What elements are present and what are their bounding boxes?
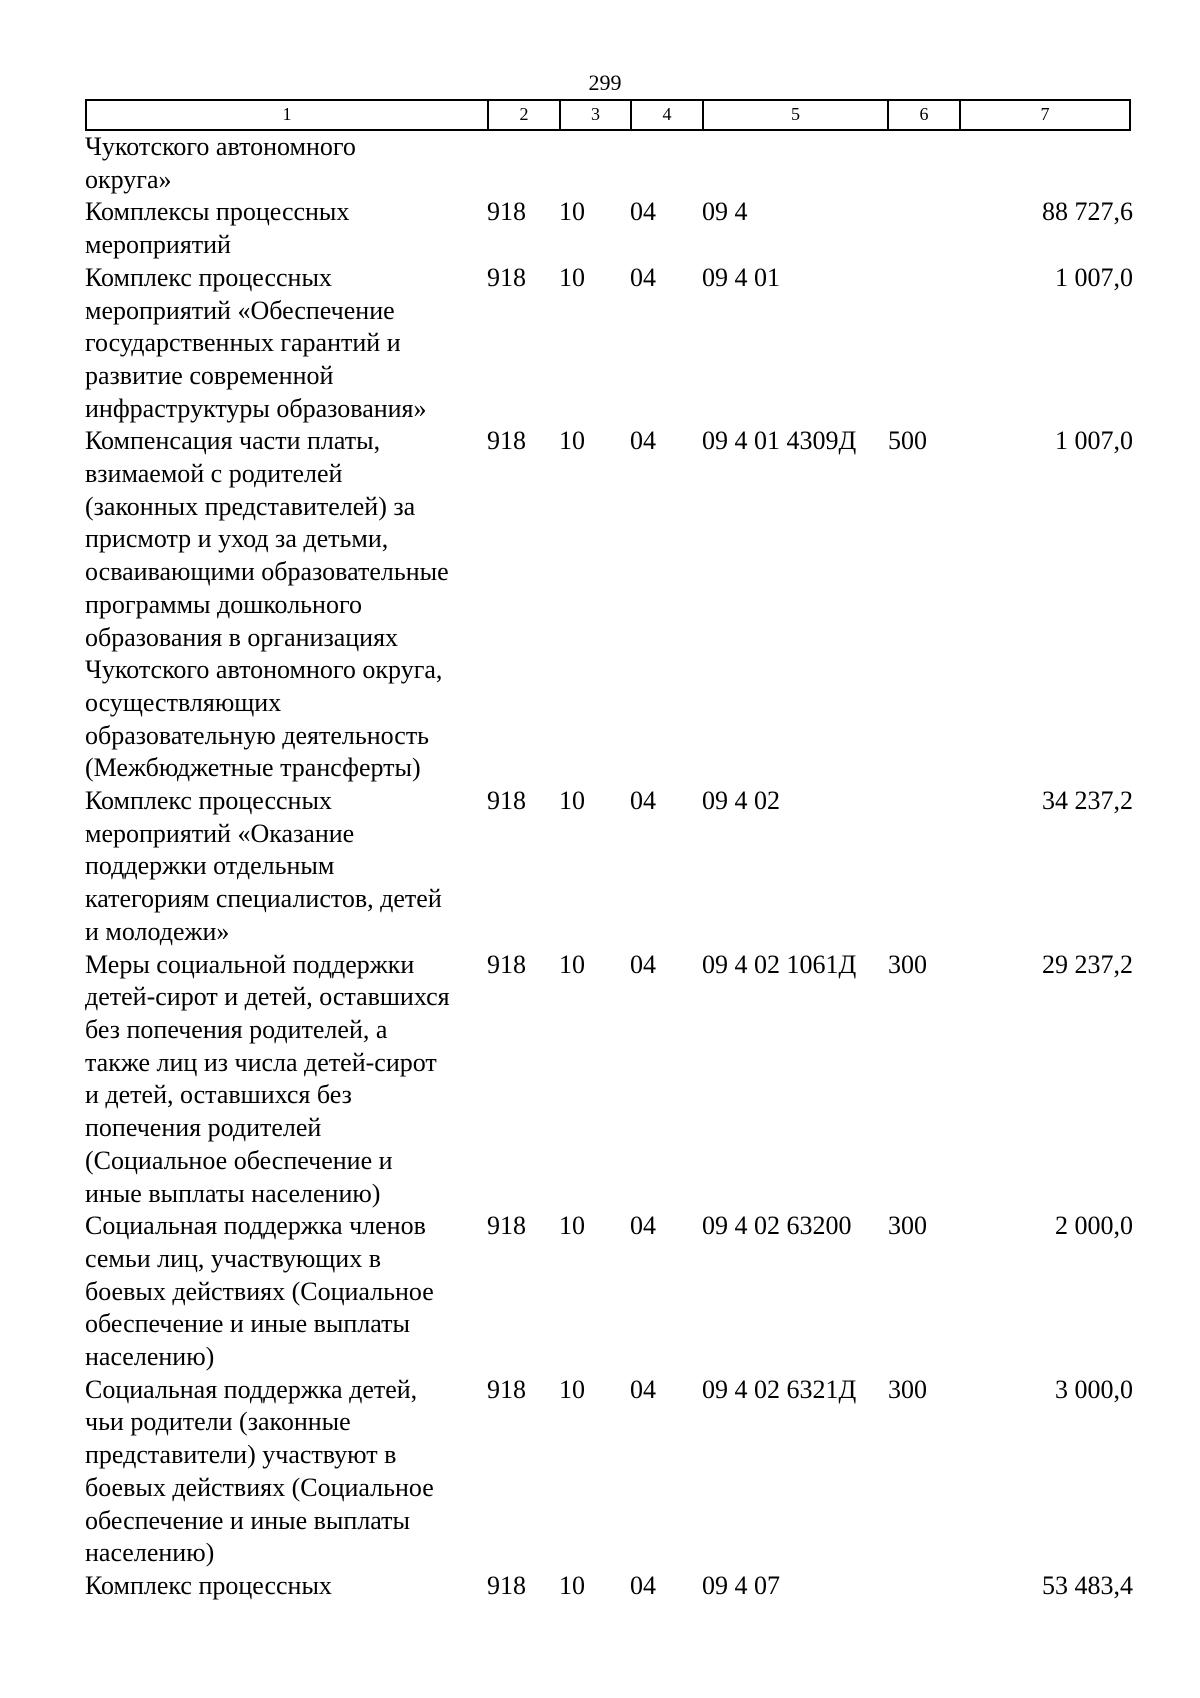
row-grbs: 918	[487, 1374, 526, 1404]
table-row	[85, 1374, 1133, 1570]
row-name: Комплекс процессных мероприятий «Обеспечение государственных гарантий и развитие современной инфраструктуры образования»	[85, 262, 427, 423]
column-header-4: 4	[631, 100, 703, 130]
row-name: Социальная поддержка детей, чьи родители (законные представители) участвуют в боевых действиях (Социальное обеспечение и иные выплаты населению)	[85, 1374, 434, 1568]
row-target-article: 09 4 07	[702, 1570, 780, 1600]
row-grbs: 918	[487, 197, 526, 227]
row-target-article: 09 4 02 63200	[702, 1211, 852, 1241]
row-amount: 3 000,0	[1055, 1374, 1133, 1404]
row-grbs: 918	[487, 262, 526, 292]
row-amount: 2 000,0	[1055, 1211, 1133, 1241]
row-grbs: 918	[487, 1570, 526, 1600]
column-header-6: 6	[888, 100, 960, 130]
row-name: Меры социальной поддержки детей-сирот и детей, оставшихся без попечения родителей, а также лиц из числа детей-сирот и детей, оставшихся без попечения родителей (Социальное обеспечение и иные выплаты населению)	[85, 949, 450, 1208]
row-section: 10	[559, 1211, 585, 1241]
column-header-3: 3	[560, 100, 631, 130]
row-subsection: 04	[630, 786, 656, 816]
row-name: Комплекс процессных	[85, 1570, 332, 1600]
row-grbs: 918	[487, 1211, 526, 1241]
row-expense-type: 300	[888, 1374, 927, 1404]
row-amount: 1 007,0	[1055, 426, 1133, 456]
row-subsection: 04	[630, 1570, 656, 1600]
row-expense-type: 300	[888, 1211, 927, 1241]
column-header-1: 1	[86, 100, 488, 130]
row-target-article: 09 4 02 1061Д	[702, 949, 857, 979]
row-name: Комплексы процессных мероприятий	[85, 197, 350, 260]
row-grbs: 918	[487, 786, 526, 816]
table-row	[85, 785, 1133, 949]
row-section: 10	[559, 197, 585, 227]
table-row	[85, 131, 1133, 196]
row-amount: 34 237,2	[1042, 786, 1133, 816]
row-target-article: 09 4 01	[702, 262, 780, 292]
row-grbs: 918	[487, 426, 526, 456]
row-name: Комплекс процессных мероприятий «Оказание поддержки отдельным категориям специалистов, детей и молодежи»	[85, 786, 442, 946]
row-amount: 53 483,4	[1042, 1570, 1133, 1600]
row-subsection: 04	[630, 949, 656, 979]
row-section: 10	[559, 786, 585, 816]
row-name: Чукотского автономного округа»	[85, 132, 356, 194]
row-subsection: 04	[630, 1374, 656, 1404]
row-section: 10	[559, 949, 585, 979]
row-target-article: 09 4	[702, 197, 748, 227]
row-target-article: 09 4 01 4309Д	[702, 426, 857, 456]
row-section: 10	[559, 262, 585, 292]
row-grbs: 918	[487, 949, 526, 979]
row-amount: 29 237,2	[1042, 949, 1133, 979]
row-amount: 1 007,0	[1055, 262, 1133, 292]
table-row	[85, 262, 1133, 426]
row-subsection: 04	[630, 197, 656, 227]
column-header-row	[86, 100, 1130, 130]
row-amount: 88 727,6	[1042, 197, 1133, 227]
column-header-table	[85, 99, 1131, 131]
row-section: 10	[559, 1374, 585, 1404]
table-row	[85, 1210, 1133, 1374]
column-header-7: 7	[960, 100, 1130, 130]
row-name: Компенсация части платы, взимаемой с родителей (законных представителей) за присмотр и уход за детьми, осваивающими образовательные программы дошкольного образования в организациях Чукотского автономного округа, осуществляющих образовательную деятельность (Межбюджетные трансферты)	[85, 426, 449, 783]
table-row	[85, 1570, 1133, 1603]
row-section: 10	[559, 1570, 585, 1600]
column-header-2: 2	[488, 100, 560, 130]
row-section: 10	[559, 426, 585, 456]
row-name: Социальная поддержка членов семьи лиц, участвующих в боевых действиях (Социальное обеспечение и иные выплаты населению)	[85, 1211, 434, 1372]
budget-table-body	[85, 131, 1133, 1603]
table-row	[85, 949, 1133, 1211]
page-number: 299	[588, 70, 622, 95]
row-subsection: 04	[630, 1211, 656, 1241]
row-target-article: 09 4 02	[702, 786, 780, 816]
row-expense-type: 500	[888, 426, 927, 456]
row-expense-type: 300	[888, 949, 927, 979]
row-subsection: 04	[630, 426, 656, 456]
row-target-article: 09 4 02 6321Д	[702, 1374, 857, 1404]
table-row	[85, 425, 1133, 785]
table-row	[85, 196, 1133, 261]
column-header-5: 5	[703, 100, 888, 130]
row-subsection: 04	[630, 262, 656, 292]
